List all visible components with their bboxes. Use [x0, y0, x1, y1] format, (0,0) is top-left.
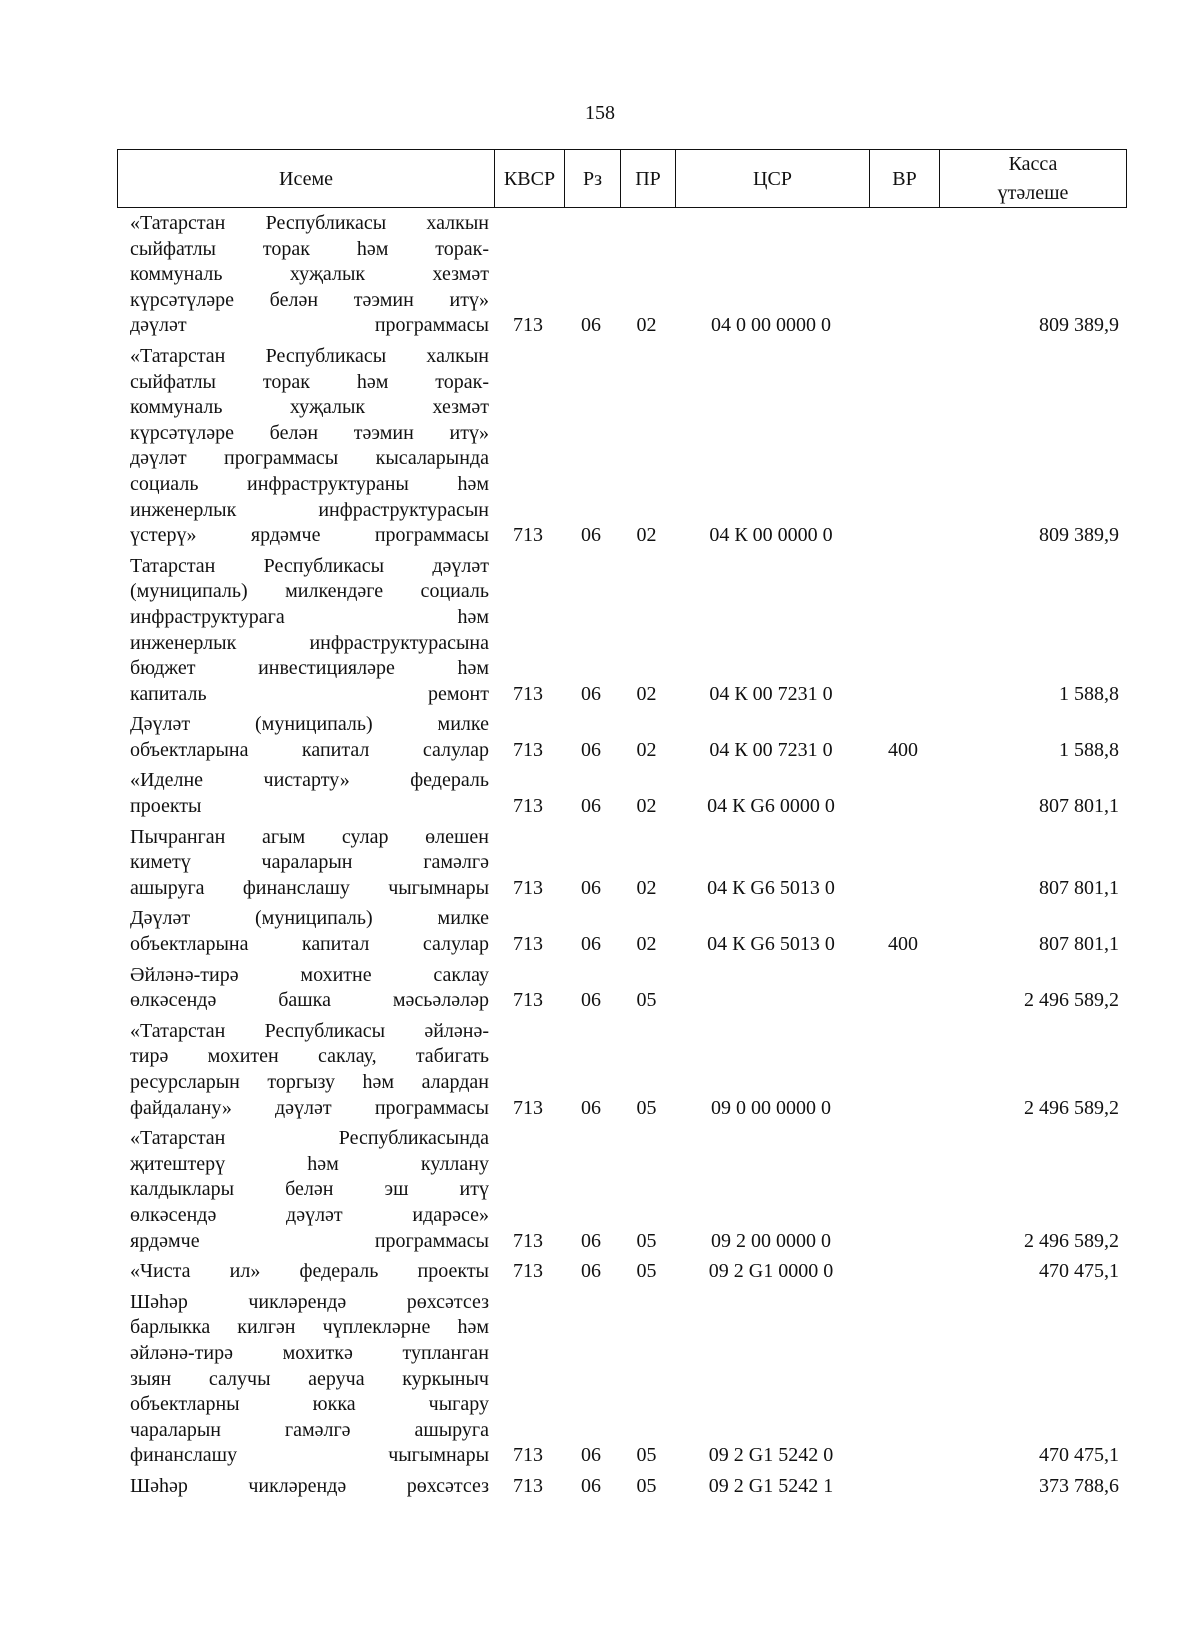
- row-pr: 05: [636, 1096, 657, 1119]
- row-amount: 809 389,9: [1039, 314, 1119, 337]
- row-pr: 02: [636, 795, 657, 818]
- row-rz: 06: [581, 933, 601, 956]
- row-vr: 400: [888, 738, 918, 761]
- header-rz: Рз: [564, 150, 620, 208]
- row-kvsr: 713: [513, 1474, 543, 1497]
- row-rz: 06: [581, 1229, 601, 1252]
- row-name: Дәүләт (муниципаль) милке объектларына капитал салулар: [130, 907, 489, 956]
- row-kvsr: 713: [513, 1444, 543, 1467]
- row-amount: 2 496 589,2: [1024, 1229, 1119, 1252]
- table-row: [117, 825, 1127, 907]
- table-row: [117, 963, 1127, 1019]
- row-csr: 09 2 G1 5242 1: [708, 1474, 834, 1497]
- row-kvsr: 713: [513, 524, 543, 547]
- row-kvsr: 713: [513, 1096, 543, 1119]
- table-row: [117, 1019, 1127, 1126]
- row-pr: 02: [636, 682, 657, 705]
- row-kvsr: 713: [513, 314, 543, 337]
- row-name: «Татарстан Республикасы әйләнә- тирә мохитен саклау, табигать ресурсларын торгызу һәм алардан файдалану» дәүләт программасы: [130, 1019, 489, 1119]
- row-name: Дәүләт (муниципаль) милке объектларына капитал салулар: [130, 713, 489, 761]
- row-name: Әйләнә-тирә мохитне саклау өлкәсендә башка мәсьәләләр: [130, 963, 489, 1012]
- row-amount: 807 801,1: [1039, 795, 1119, 818]
- row-csr: 09 2 G1 5242 0: [708, 1444, 834, 1467]
- row-name: Пычранган агым сулар өлешен киметү чараларын гамәлгә ашыруга финанслашу чыгымнары: [130, 825, 489, 899]
- table-header: [117, 149, 1127, 208]
- page-number: 158: [585, 102, 615, 124]
- table-row: [117, 1126, 1127, 1259]
- row-rz: 06: [581, 738, 601, 761]
- row-csr: 04 0 00 0000 0: [711, 314, 831, 337]
- row-name: «Татарстан Республикасы халкын сыйфатлы торак һәм торак- коммуналь хуҗалык хезмәт күрсәтүләре белән тәэмин итү» дәүләт программасы: [130, 212, 489, 337]
- table-row: [117, 1290, 1127, 1474]
- row-csr: 09 0 00 0000 0: [711, 1096, 831, 1119]
- row-kvsr: 713: [513, 876, 543, 899]
- row-kvsr: 713: [513, 933, 543, 956]
- table-row: [117, 1474, 1127, 1505]
- row-amount: 470 475,1: [1039, 1260, 1119, 1283]
- row-kvsr: 713: [513, 1260, 543, 1283]
- row-csr: 04 К G6 5013 0: [707, 933, 835, 956]
- row-rz: 06: [581, 1260, 601, 1283]
- row-rz: 06: [581, 876, 601, 899]
- row-pr: 05: [636, 1474, 657, 1497]
- row-amount: 2 496 589,2: [1024, 1096, 1119, 1119]
- row-kvsr: 713: [513, 738, 543, 761]
- row-kvsr: 713: [513, 795, 543, 818]
- row-amount: 470 475,1: [1039, 1444, 1119, 1467]
- table-body: [117, 211, 1127, 1505]
- table-row: [117, 211, 1127, 344]
- row-name: «Иделне чистарту» федераль проекты: [130, 769, 489, 818]
- row-rz: 06: [581, 795, 601, 818]
- table-row: [117, 712, 1127, 768]
- row-csr: 04 К 00 7231 0: [709, 682, 833, 705]
- row-csr: 04 К G6 5013 0: [707, 876, 835, 899]
- row-pr: 05: [636, 1444, 657, 1467]
- row-rz: 06: [581, 682, 601, 705]
- header-pr: ПР: [620, 150, 675, 208]
- row-amount: 807 801,1: [1039, 933, 1119, 956]
- row-rz: 06: [581, 1444, 601, 1467]
- row-rz: 06: [581, 1474, 601, 1497]
- row-name: Татарстан Республикасы дәүләт (муниципаль) милкендәге социаль инфраструктурага һәм инженерлык инфраструктурасына бюджет инвестицияләре һәм капиталь ремонт: [130, 554, 489, 705]
- row-amount: 807 801,1: [1039, 876, 1119, 899]
- row-pr: 05: [636, 1260, 657, 1283]
- row-name: Шәһәр чикләрендә рөхсәтсез барлыкка килгән чүплекләрне һәм әйләнә-тирә мохиткә тупланган зыян салучы аеручa куркыныч объектларны юкка чыгару чараларын гамәлгә ашыруга финанслашу чыгымнары: [130, 1290, 489, 1467]
- row-pr: 05: [636, 989, 657, 1012]
- row-pr: 05: [636, 1229, 657, 1252]
- row-rz: 06: [581, 524, 601, 547]
- row-kvsr: 713: [513, 1229, 543, 1252]
- row-kvsr: 713: [513, 682, 543, 705]
- table-row: [117, 768, 1127, 824]
- row-amount: 809 389,9: [1039, 524, 1119, 547]
- table-row: [117, 554, 1127, 713]
- row-rz: 06: [581, 314, 601, 337]
- header-kvsr: КВСР: [494, 150, 564, 208]
- row-name: «Татарстан Республикасы халкын сыйфатлы торак һәм торак- коммуналь хуҗалык хезмәт күрсәтүләре белән тәэмин итү» дәүләт программасы кысаларында социаль инфраструктураны һәм инженерлык инфраструктурасын үстерү» ярдәмче программасы: [130, 344, 489, 547]
- row-name: Шәһәр чикләрендә рөхсәтсез: [130, 1474, 489, 1497]
- header-amount: Касса үтәлеше: [939, 150, 1126, 208]
- row-pr: 02: [636, 738, 657, 761]
- row-csr: 09 2 00 0000 0: [711, 1229, 831, 1252]
- row-amount: 373 788,6: [1039, 1474, 1119, 1497]
- row-pr: 02: [636, 314, 657, 337]
- row-csr: 04 К 00 0000 0: [709, 524, 833, 547]
- row-amount: 1 588,8: [1059, 682, 1119, 705]
- row-name: «Чиста ил» федераль проекты: [130, 1260, 489, 1283]
- row-csr: 04 К 00 7231 0: [709, 738, 833, 761]
- row-vr: 400: [888, 933, 918, 956]
- row-pr: 02: [636, 876, 657, 899]
- row-kvsr: 713: [513, 989, 543, 1012]
- header-name: Исеме: [279, 167, 333, 190]
- row-rz: 06: [581, 989, 601, 1012]
- row-amount: 2 496 589,2: [1024, 989, 1119, 1012]
- row-csr: 09 2 G1 0000 0: [708, 1260, 834, 1283]
- table-row: [117, 344, 1127, 554]
- budget-table: [117, 149, 1127, 1505]
- row-pr: 02: [636, 524, 657, 547]
- row-pr: 02: [636, 933, 657, 956]
- row-amount: 1 588,8: [1059, 738, 1119, 761]
- row-csr: 04 К G6 0000 0: [707, 795, 835, 818]
- table-row: [117, 1259, 1127, 1290]
- row-rz: 06: [581, 1096, 601, 1119]
- row-name: «Татарстан Республикасында җитештерү һәм куллану калдыклары белән эш итү өлкәсендә дәүләт идарәсе» ярдәмче программасы: [130, 1127, 489, 1252]
- table-row: [117, 906, 1127, 962]
- header-csr: ЦСР: [675, 150, 869, 208]
- header-vr: ВР: [869, 150, 939, 208]
